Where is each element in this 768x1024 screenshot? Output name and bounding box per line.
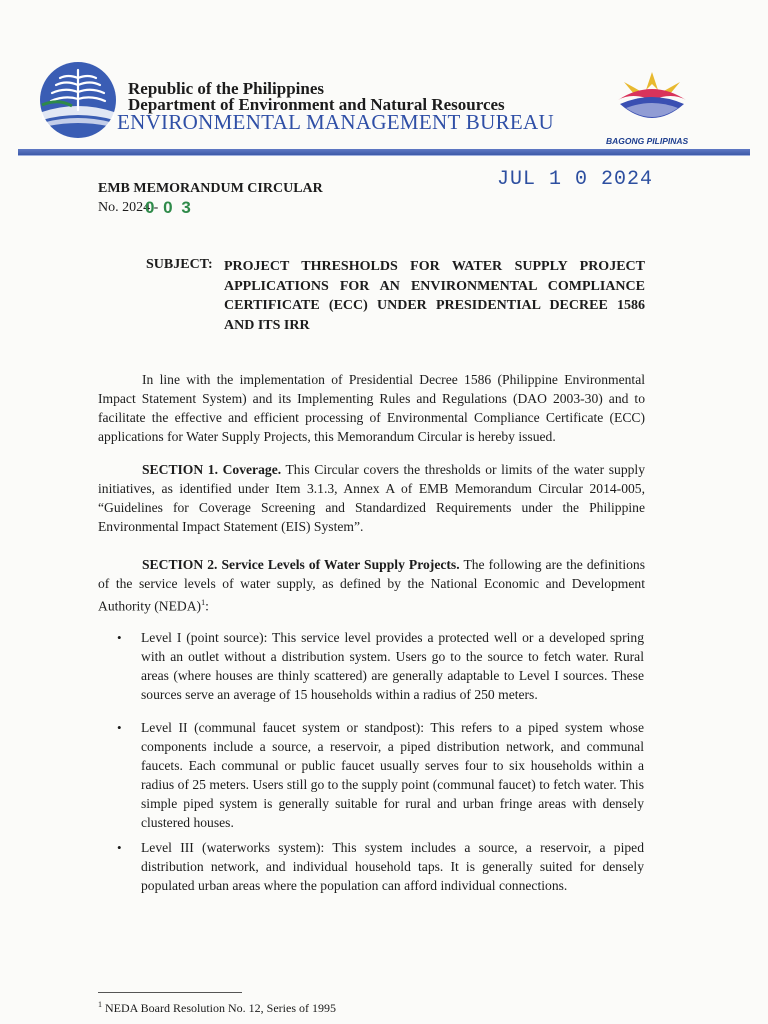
bullet-level-2: • — [117, 720, 122, 735]
bagong-pilipinas-text: BAGONG PILIPINAS — [606, 136, 689, 146]
header-republic: Republic of the Philippines — [128, 79, 325, 98]
footnote-text: NEDA Board Resolution No. 12, Series of 1995 — [105, 1001, 336, 1015]
footnote-mark: 1 — [98, 1000, 102, 1009]
footnote-ref: 1 — [201, 598, 206, 607]
subject-text: PROJECT THRESHOLDS FOR WATER SUPPLY PROJECT APPLICATIONS FOR AN ENVIRONMENTAL COMPLIANCE CERTIFICATE (ECC) UNDER PRESIDENTIAL DECREE 1586 AND ITS IRR — [224, 259, 645, 333]
bagong-pilipinas-logo — [612, 70, 692, 136]
footnote-divider — [98, 992, 242, 993]
memo-number-handwritten: 0 0 3 — [145, 198, 193, 217]
memo-number-prefix: No. 2024 - — [98, 200, 159, 215]
bullet-level-3: • — [117, 840, 122, 855]
emb-logo — [38, 60, 118, 140]
section-2-end: : — [205, 598, 209, 614]
footnote — [98, 1000, 336, 1016]
level-2-text: Level II (communal faucet system or standpost): This refers to a piped system whose components include a source, a reservoir, a piped distribution network, and communal faucets. Each communal or public faucet usually serves four to six households within a radius of 25 meters. Users still go to the supply point (communal faucet) to fetch water. This simple piped system is generally suitable for rural and urban fringe areas with densely clustered houses. — [141, 720, 644, 830]
header-divider-thin — [18, 155, 750, 156]
subject-label: SUBJECT: — [146, 257, 213, 272]
section-1-text: This Circular covers the thresholds or limits of the water supply initiatives, as identified under Item 3.1.3, Annex A of EMB Memorandum Circular 2014-005, “Guidelines for Coverage Screening and Standardized Requirements under the Philippine Environmental Impact Statement (EIS) System”. — [98, 462, 645, 534]
section-2-heading: SECTION 2. Service Levels of Water Supply Projects. — [142, 557, 460, 572]
level-3-text: Level III (waterworks system): This system includes a source, a reservoir, a piped distribution network, and individual household taps. It is generally suited for densely populated urban areas where the population can afford individual connections. — [141, 840, 644, 893]
section-2-paragraph — [98, 555, 645, 616]
section-2-text: The following are the definitions of the service levels of water supply, as defined by the National Economic and Development Authority (NEDA) — [98, 557, 645, 614]
memo-title: EMB MEMORANDUM CIRCULAR — [98, 181, 323, 196]
intro-paragraph — [98, 370, 645, 446]
intro-text: In line with the implementation of Presidential Decree 1586 (Philippine Environmental Impact Statement System) and its Implementing Rules and Regulations (DAO 2003-30) and to facilitate the effective and efficient processing of Environmental Compliance Certificate (ECC) applications for Water Supply Projects, this Memorandum Circular is hereby issued. — [98, 372, 645, 444]
header-department: Department of Environment and Natural Resources — [128, 95, 505, 114]
bullet-level-1: • — [117, 630, 122, 645]
date-stamp: JUL 1 0 2024 — [497, 168, 654, 191]
header-bureau: ENVIRONMENTAL MANAGEMENT BUREAU — [117, 110, 554, 134]
section-1-heading: SECTION 1. Coverage. — [142, 462, 282, 477]
section-1-paragraph — [98, 460, 645, 536]
level-1-text: Level I (point source): This service level provides a protected well or a developed spring with an outlet without a distribution system. Users go to the source to fetch water. Rural areas (where houses are thinly scattered) are generally adaptable to Level I sources. These sources serve an average of 15 households within a radius of 250 meters. — [141, 630, 644, 702]
